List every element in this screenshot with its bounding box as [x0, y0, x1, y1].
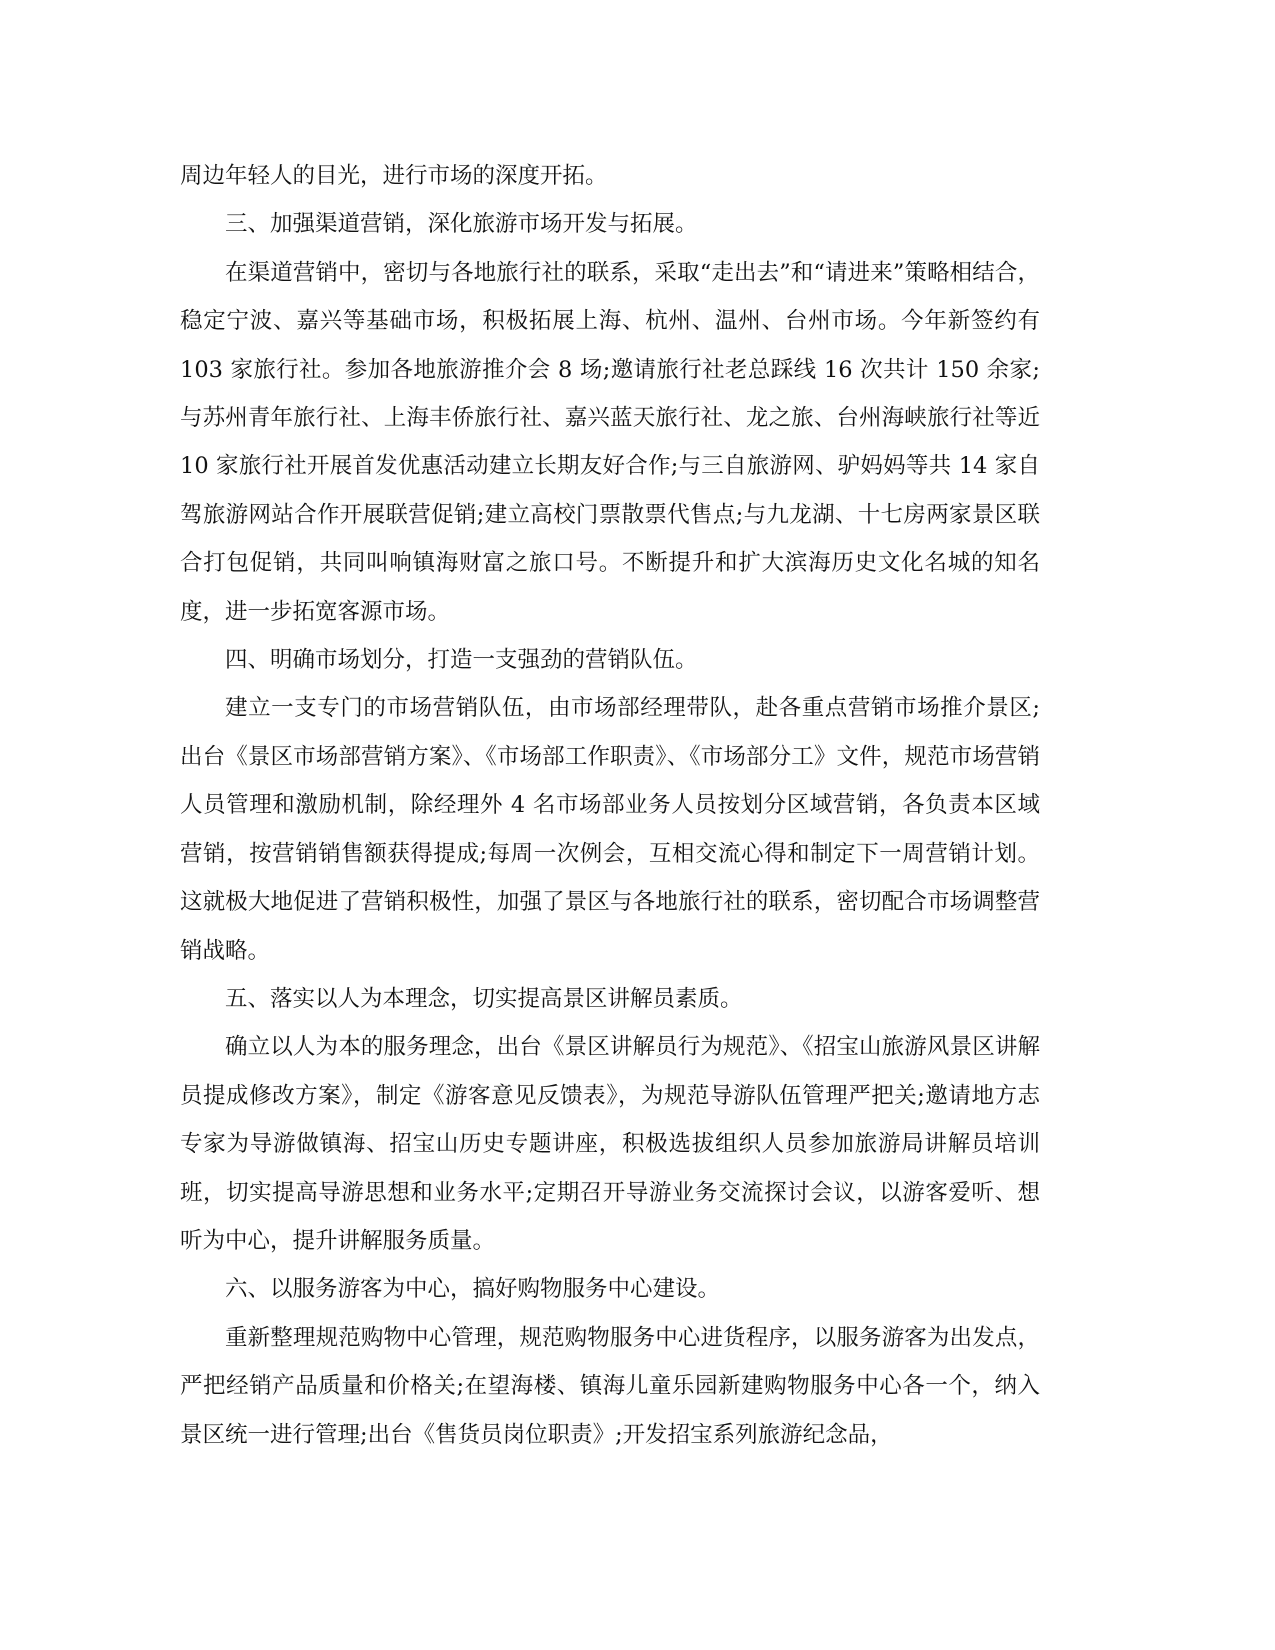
- paragraph-shopping-center: 重新整理规范购物中心管理，规范购物服务中心进货程序，以服务游客为出发点，严把经销产品质量和价格关;在望海楼、镇海儿童乐园新建购物服务中心各一个，纳入景区统一进行管理;出台《售货员岗位职责》;开发招宝系列旅游纪念品，: [180, 1324, 1040, 1448]
- section-heading-5: 五、落实以人为本理念，切实提高景区讲解员素质。: [225, 985, 743, 1012]
- section-heading-4: 四、明确市场划分，打造一支强劲的营销队伍。: [225, 647, 698, 674]
- paragraph-guide-quality: 确立以人为本的服务理念，出台《景区讲解员行为规范》、《招宝山旅游风景区讲解员提成修改方案》，制定《游客意见反馈表》，为规范导游队伍管理严把关;邀请地方志专家为导游做镇海、招宝山历史专题讲座，积极选拔组织人员参加旅游局讲解员培训班，切实提高导游思想和业务水平;定期召开导游业务交流探讨会议，以游客爱听、想听为中心，提升讲解服务质量。: [180, 1034, 1040, 1254]
- paragraph-channel-marketing: 在渠道营销中，密切与各地旅行社的联系，采取“走出去”和“请进来”策略相结合，稳定宁波、嘉兴等基础市场，积极拓展上海、杭州、温州、台州市场。今年新签约有 103 家旅行社。参加各地旅游推介会 8 场;邀请旅行社老总踩线 16 次共计 150 余家;与苏州青年旅行社、上海丰侨旅行社、嘉兴蓝天旅行社、龙之旅、台州海峡旅行社等近 10 家旅行社开展首发优惠活动建立长期友好合作;与三自旅游网、驴妈妈等共 14 家自驾旅游网站合作开展联营促销;建立高校门票散票代售点;与九龙湖、十七房两家景区联合打包促销，共同叫响镇海财富之旅口号。不断提升和扩大滨海历史文化名城的知名度，进一步拓宽客源市场。: [180, 259, 1040, 625]
- paragraph-marketing-team: 建立一支专门的市场营销队伍，由市场部经理带队，赴各重点营销市场推介景区;出台《景区市场部营销方案》、《市场部工作职责》、《市场部分工》文件，规范市场营销人员管理和激励机制，除经理外 4 名市场部业务人员按划分区域营销，各负责本区域营销，按营销销售额获得提成;每周一次例会，互相交流心得和制定下一周营销计划。这就极大地促进了营销积极性，加强了景区与各地旅行社的联系，密切配合市场调整营销战略。: [180, 695, 1040, 964]
- section-heading-3: 三、加强渠道营销，深化旅游市场开发与拓展。: [225, 211, 698, 238]
- document-body: [180, 152, 1040, 1459]
- section-heading-6: 六、以服务游客为中心，搞好购物服务中心建设。: [225, 1276, 721, 1303]
- paragraph-continuation: 周边年轻人的目光，进行市场的深度开拓。: [180, 163, 608, 189]
